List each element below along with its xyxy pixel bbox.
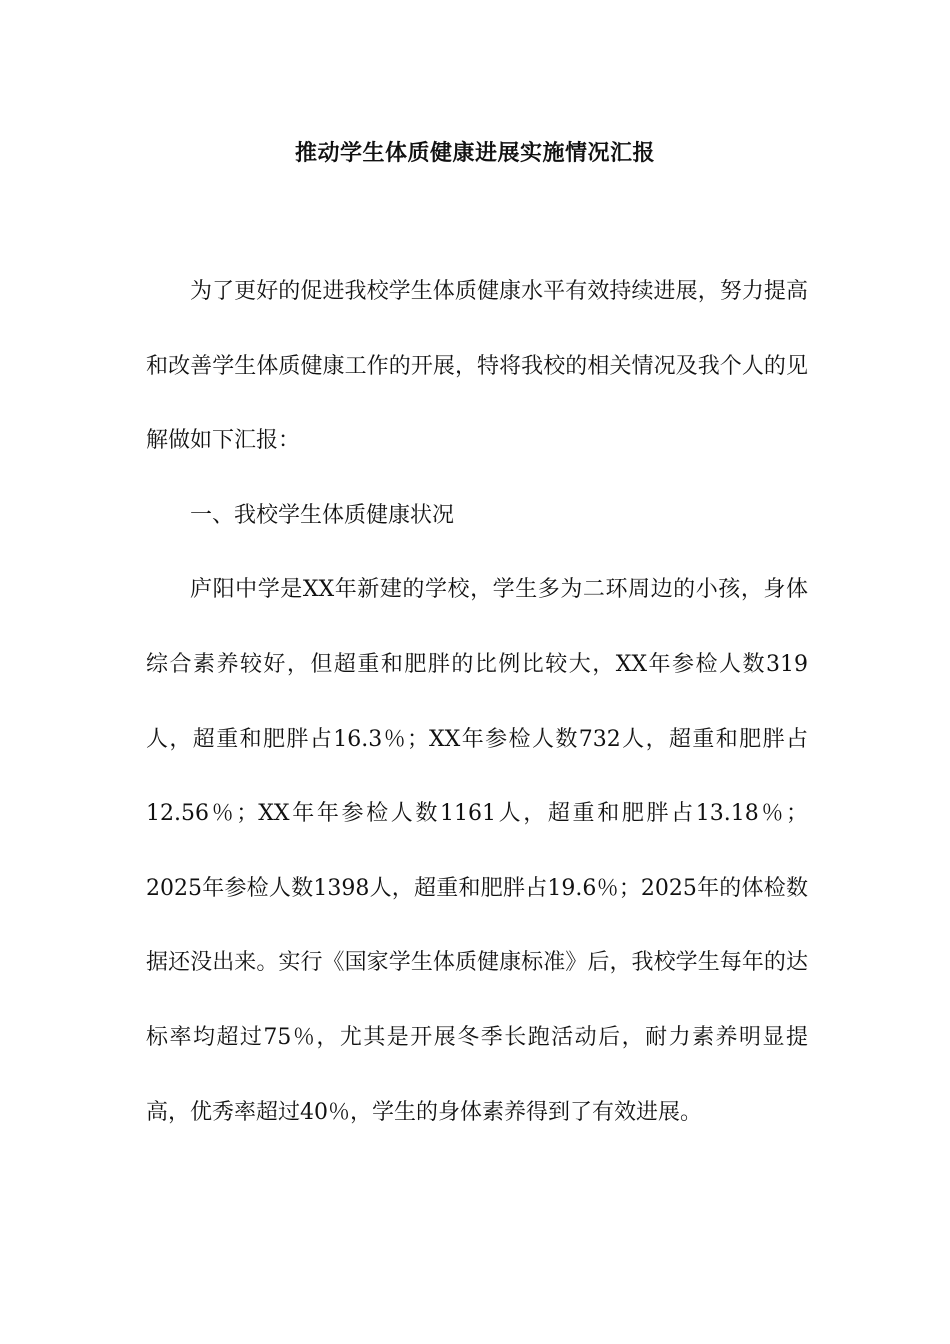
status-paragraph: 庐阳中学是XX年新建的学校，学生多为二环周边的小孩，身体综合素养较好，但超重和肥胖的比例比较大，XX年参检人数319人，超重和肥胖占16.3％；XX年参检人数732人，超重和肥胖占12.56％；XX年年参检人数1161人，超重和肥胖占13.18％；2025年参检人数1398人，超重和肥胖占19.6％；2025年的体检数据还没出来。实行《国家学生体质健康标准》后，我校学生每年的达标率均超过75％，尤其是开展冬季长跑活动后，耐力素养明显提高，优秀率超过40％，学生的身体素养得到了有效进展。 [146, 577, 808, 1125]
document-body [146, 255, 808, 1150]
section-heading: 一、我校学生体质健康状况 [190, 502, 455, 528]
document-title: 推动学生体质健康进展实施情况汇报 [294, 140, 655, 166]
intro-paragraph: 为了更好的促进我校学生体质健康水平有效持续进展，努力提高和改善学生体质健康工作的开展，特将我校的相关情况及我个人的见解做如下汇报： [146, 279, 808, 454]
